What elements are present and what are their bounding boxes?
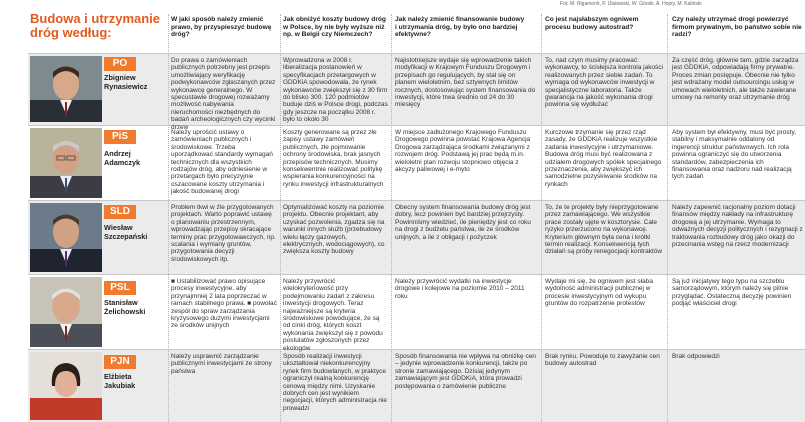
- column-divider: [667, 14, 668, 422]
- answer-cell: Kurczowe trzymanie się przez rząd zasady, że GDDKiA realizuje wszystkie zadania inwestycyjne i utrzymaniowe. Budowa dróg musi być realizowana z udziałem drogowych spółek specjalnego przeznaczenia, aby zwiększyć ich samodzielne pozyskiwanie środków na rynkach: [545, 129, 662, 188]
- last-name: Jakubiak: [104, 381, 136, 390]
- question-header-5: Czy należy utrzymać drogi powierzyć firmom prywatnym, bo państwo sobie nie radzi?: [672, 16, 802, 39]
- party-tag-po: PO: [104, 57, 136, 71]
- first-name: Elżbieta: [104, 372, 132, 381]
- answer-cell: Wydaje mi się, że ogniwem jest słaba wydolność administracji publicznej w procesie inwestycyjnym od wykupu gruntów do rozpatrzenie protestów: [545, 278, 653, 308]
- respondent-photo: [30, 203, 102, 272]
- first-name: Zbigniew: [104, 73, 136, 82]
- answer-cell: Problem tkwi w źle przygotowanych projektach. Warto poprawić ustawę o planowaniu przestrzennym, wprowadzając przepisy skracające terminy prac przygotowawczych, np. scalania i wymiany gruntów, przygotowania decyzji środowiskowych itp.: [171, 204, 276, 263]
- answer-cell: Brak odpowiedzi: [672, 353, 720, 360]
- credit-line: Fot. M. Rigamonti, P. Ulatowski, W. Górski, A. Hojny, M. Kaliński: [560, 1, 702, 7]
- first-name: Stanisław: [104, 298, 138, 307]
- answer-cell: Aby system był efektywny, musi być prosty, stabilny i maksymalnie oddalony od ingerencji struktur państwowych. Ich rola powinna ograniczyć się do utworzenia standardów, zabezpieczenia ich finansowania oraz nadzoru nad realizacją tych zadań: [672, 129, 797, 181]
- column-divider: [168, 14, 169, 422]
- respondent-name: [104, 298, 166, 316]
- answer-cell: Sposób realizacji inwestycji ukształtował niekonkurencyjny rynek firm budowlanych, w praktyce ograniczył realną konkurencję cenową między nimi. Uzyskanie dobrych cen jest wynikiem negocjacji, których administracja nie prowadzi: [283, 353, 388, 412]
- main-title: Budowa i utrzymanie dróg według:: [30, 11, 161, 40]
- respondent-name: [104, 149, 166, 167]
- first-name: Wiesław: [104, 223, 133, 232]
- respondent-photo: [30, 277, 102, 347]
- question-header-1: W jaki sposób należy zmienić prawo, by przyspieszyć budowę dróg?: [171, 16, 272, 39]
- respondent-photo: [30, 128, 102, 198]
- answer-cell: Są już inicjatywy tego typu na szczeblu samorządowym, którym należy się pilnie przyglądać. Ostateczną decyzję powinien podjąć właściciel drogi: [672, 278, 792, 308]
- party-tag-sld: SLD: [104, 205, 136, 219]
- answer-cell: Najistotniejsze wydaje się wprowadzenie takich modyfikacji w Krajowym Funduszu Drogowym i przepisach go regulujących, by stał się on planem wieloletnim, bez sztywnych limitów rocznych, dostosowując system finansowania do inwestycji, które trwa średnio od 24 do 30 miesięcy: [395, 57, 536, 109]
- row-divider: [28, 349, 805, 350]
- answer-cell: Należy zapewnić racjonalny poziom dotacji finansów między nakłady na infrastrukturę drogową a jej utrzymanie. Wymaga to odważnych decyzji politycznych i rezygnacji z traktowania rozbudowy dróg jako okazji do przecinania wstęg na rzecz modernizacji: [672, 204, 803, 249]
- question-header-2: Jak obniżyć koszty budowy dróg w Polsce, by nie były wyższe niż np. w Belgii czy Niemczech?: [283, 16, 386, 39]
- row-divider: [28, 200, 805, 201]
- answer-cell: Należy przywrócić wydatki na inwestycje drogowe i kolejowe na poziomie 2010 – 2011 roku: [395, 278, 525, 300]
- answer-cell: Wprowadzona w 2008 r. liberalizacja postanowień w specyfikacjach przetargowych w GDDKiA spowodowała, że rynek wykonawców zwiększył się z 30 firm do blisko 300. 120 podmiotów buduje dziś w Polsce drogi, podczas gdy jeszcze na początku 2008 r. było to około 30: [283, 57, 388, 124]
- row-divider: [28, 125, 805, 126]
- answer-cell: Sposób finansowania nie wpływa na obniżkę cen – jedynie wprowadzenie konkurencji, także po stronie zamawiającego. Dzisiaj jedynym zamawiającym jest GDDKiA, która prowadzi postępowania o zamówienie publiczne: [395, 353, 536, 390]
- party-tag-pjn: PJN: [104, 355, 136, 369]
- column-divider: [280, 14, 281, 422]
- respondent-photo: [30, 56, 102, 122]
- respondent-name: [104, 372, 166, 390]
- answer-cell: Do prawa o zamówieniach publicznych potrzebny jest przepis umożliwiający weryfikację podwykonawców zgłaszanych przez wykonawcę generalnego. W specustawie drogowej rozważamy możliwość nabywania nieruchomości niezbędnych do badań archeologicznych czy wycinki drzew: [171, 57, 276, 131]
- column-divider: [541, 14, 542, 422]
- last-name: Adamczyk: [104, 158, 141, 167]
- first-name: Andrzej: [104, 149, 131, 158]
- answer-cell: To, nad czym musimy pracować: wykonawcy, to ścisłejsza kontrola jakości realizowanych przez siebie zadań. To wymaga od wykonawców inwestycji w specjalistyczne laboratoria. Także gwarancja na jakość wykonania drogi powinna się wydłużać: [545, 57, 664, 109]
- answer-cell: Należy przywrócić wielokryteriowość przy podejmowaniu zadań z zakresu inwestycji drogowych. Teraz najważniejsze są kryteria środowiskowe powodujące, że są od cinki dróg, których koszt wykonania zwiększył się z powodu postulatów zgłoszonych przez ekologów: [283, 278, 383, 352]
- column-divider: [391, 14, 392, 422]
- answer-cell: Za część dróg, głównie tam, gdzie zarządza jest GDDKiA, odpowiadają firmy prywatne. Proces zmian postępuje. Obecnie nie tylko jest wdrażany model outsourcingu usług w umowach wieloletnich, ale także zawierane umowy na remonty oraz utrzymanie dróg: [672, 57, 799, 102]
- answer-cell: ■ Ustabilizować prawo opisujące procesy inwestycyjne, aby przynajmniej 2 lata poprzeczać w ramach stabilnego prawa. ■ powołać zespół do spraw zarządzania kryzysowego dużymi inwestycjami ze środków unijnych: [171, 278, 277, 330]
- question-header-3: Jak należy zmienić finansowanie budowy i utrzymania dróg, by było ono bardziej efektywne?: [395, 16, 525, 39]
- answer-cell: Obecny system finansowania budowy dróg jest dobry, lecz powinien być bardziej przejrzysty. Powinniśmy wiedzieć, ile pieniędzy jest co roku na drogi z budżetu państwa, ile ze środków unijnych, a ile z obligacji i pożyczek: [395, 204, 531, 241]
- last-name: Szczepański: [104, 232, 148, 241]
- answer-cell: To, że te projekty były nieprzygotowane przez zamawiającego. We wszystkie prace zostały ujęte w kosztorysie. Cale ryzyko przerzucono na wykonawcę. Kryterium głównym była cena i krótki termin realizacji. Konsekwencją tych działań są próby renegocjacji kontraktów: [545, 204, 663, 256]
- party-tag-psl: PSL: [104, 281, 136, 295]
- answer-cell: W miejsce zadłużonego Krajowego Funduszu Drogowego powinna powstać Krajowa Agencja Drogowa zarządzająca środkami związanymi z rozwojem dróg. Podstawą jej prac będą m.in. wieloletni plan rozwoju stopniowo objęcia z akcyzy paliwowej i e-myto: [395, 129, 531, 174]
- answer-cell: Należy usprawnić zarządzanie publicznymi inwestycjami ze strony państwa: [171, 353, 272, 375]
- answer-cell: Należy uprościć ustawy o zamówieniach publicznych i środowiskowe. Trzeba uporządkować standardy wymagań technicznych dla wszystkich rodzajów dróg, aby odniesienie w przetargach było precyzyjnie oszacowane koszty utrzymania i jakość budowanej drogi: [171, 129, 273, 196]
- answer-cell: Brak rynku. Powoduje to zawyżanie cen budowy autostrad: [545, 353, 660, 368]
- question-header-4: Co jest najsłabszym ogniwem procesu budowy autostrad?: [545, 16, 639, 31]
- answer-cell: Koszty generowane są przez złe zapisy ustawy zamówień publicznych, złe pojmowanie ochrony środowiska, brak jasnych przepisów technicznych. Musimy konsekwentnie realizować politykę wspierania konkurencyjności na rynku inwestycji infrastrukturalnych: [283, 129, 384, 188]
- last-name: Rynasiewicz: [104, 82, 148, 91]
- respondent-name: [104, 73, 166, 91]
- respondent-photo: [30, 352, 102, 420]
- respondent-name: [104, 223, 166, 241]
- last-name: Żelichowski: [104, 307, 146, 316]
- row-divider: [28, 274, 805, 275]
- row-divider: [28, 53, 805, 54]
- party-tag-pis: PiS: [104, 130, 136, 144]
- answer-cell: Optymalizować koszty na poziomie projektu. Obecnie projektant, aby uzyskać pozwolenia, zgadza się na warunki innych służb (przebudowy wielu łączy gazowych, elektrycznych, wodociągowych), co zwiększa koszty budowy: [283, 204, 385, 256]
